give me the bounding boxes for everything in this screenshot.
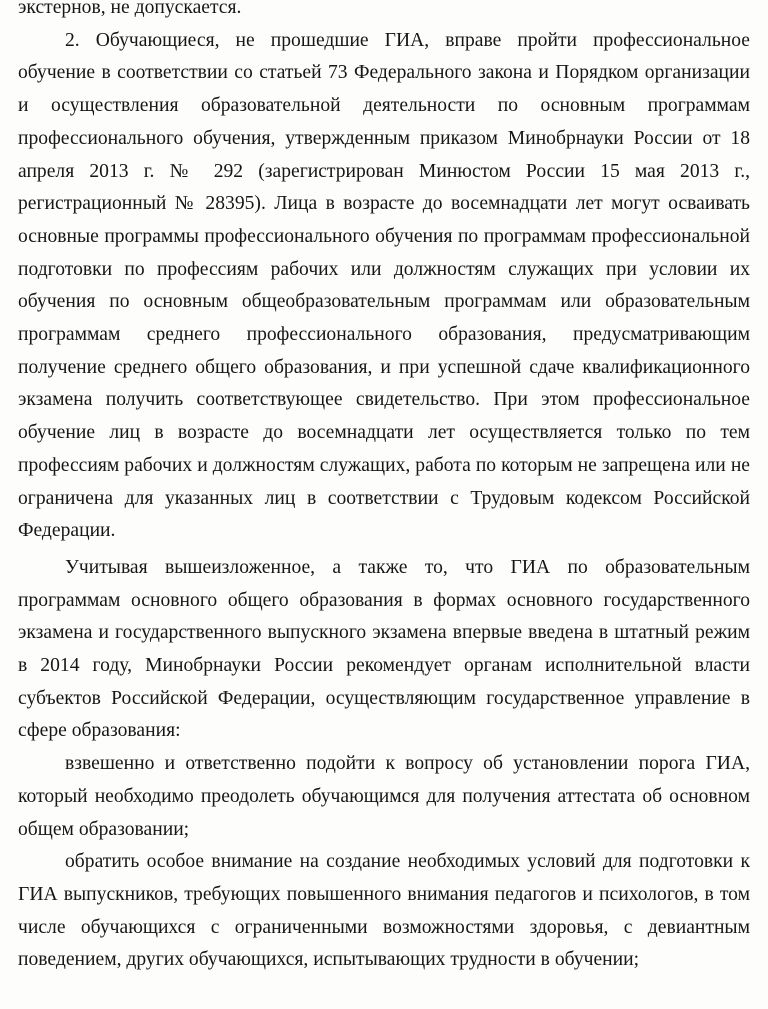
paragraph-continuation: экстернов, не допускается. bbox=[18, 0, 242, 18]
document-body bbox=[18, 0, 750, 977]
paragraph-gia-threshold: взвешенно и ответственно подойти к вопросу об установлении порога ГИА, который необходимо преодолеть обучающимся для получения аттестата об основном общем образовании; bbox=[18, 753, 750, 840]
paragraph-special-attention: обратить особое внимание на создание необходимых условий для подготовки к ГИА выпускников, требующих повышенного внимания педагогов и психологов, в том числе обучающихся с ограниченными возможностями здоровья, с девиантным поведением, других обучающихся, испытывающих трудности в обучении; bbox=[18, 851, 750, 971]
paragraph-item-2: 2. Обучающиеся, не прошедшие ГИА, вправе пройти профессиональное обучение в соответствии со статьей 73 Федерального закона и Порядком организации и осуществления образовательной деятельности по основным программам профессионального обучения, утвержденным приказом Минобрнауки России от 18 апреля 2013 г. № 292 (зарегистрирован Минюстом России 15 мая 2013 г., регистрационный № 28395). Лица в возрасте до восемнадцати лет могут осваивать основные программы профессионального обучения по программам профессиональной подготовки по профессиям рабочих или должностям служащих при условии их обучения по основным общеобразовательным программам или образовательным программам среднего профессионального образования, предусматривающим получение среднего общего образования, и при успешной сдаче квалификационного экзамена получить соответствующее свидетельство. При этом профессиональное обучение лиц в возрасте до восемнадцати лет осуществляется только по тем профессиям рабочих и должностям служащих, работа по которым не запрещена или не ограничена для указанных лиц в соответствии с Трудовым кодексом Российской Федерации. bbox=[18, 29, 750, 542]
paragraph-recommendation-intro: Учитывая вышеизложенное, а также то, что ГИА по образовательным программам основного общего образования в формах основного государственного экзамена и государственного выпускного экзамена впервые введена в штатный режим в 2014 году, Минобрнауки России рекомендует органам исполнительной власти субъектов Российской Федерации, осуществляющим государственное управление в сфере образования: bbox=[18, 556, 750, 742]
